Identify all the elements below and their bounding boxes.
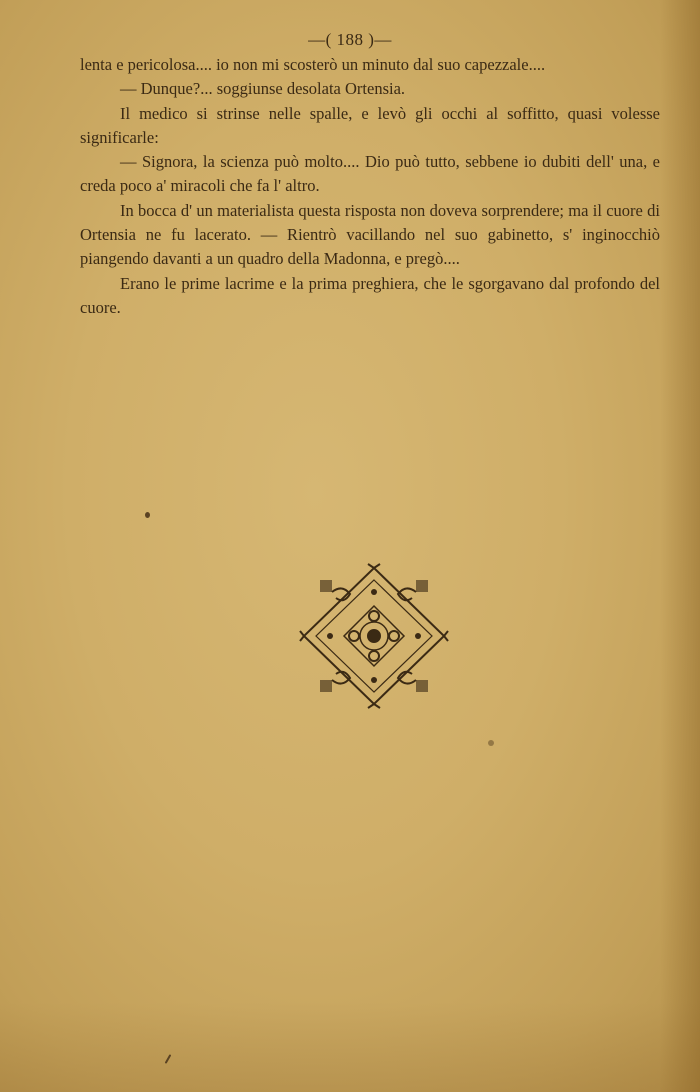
page-bottom-shadow	[0, 1002, 700, 1092]
paragraph-continuation: lenta e pericolosa.... io non mi scosterò un minuto dal suo capezzale....	[80, 55, 546, 74]
ink-speck	[488, 740, 494, 746]
ornament-vignette	[298, 562, 450, 710]
page-number: —( 188 )—	[308, 30, 392, 49]
ink-speck	[145, 512, 150, 518]
page-edge-shadow	[660, 0, 700, 1092]
body-text	[80, 53, 660, 320]
paragraph-closing: Erano le prime lacrime e la prima preghiera, che le sgorgavano dal profondo del cuore.	[80, 273, 660, 317]
paragraph-doctor-reply: — Signora, la scienza può molto.... Dio può tutto, sebbene io dubiti dell' una, e creda poco a' miracoli che fa l' altro.	[80, 152, 660, 196]
paragraph-dialogue-ortensia: — Dunque?... soggiunse desolata Ortensia.	[120, 79, 406, 99]
paragraph-narration: In bocca d' un materialista questa risposta non doveva sorprendere; ma il cuore di Ortensia ne fu lacerato. — Rientrò vacillando nel suo gabinetto, s' inginocchiò piangendo davanti a un quadro della Madonna, e pregò....	[80, 200, 660, 269]
paragraph-doctor-shrug: Il medico si strinse nelle spalle, e levò gli occhi al soffitto, quasi volesse significarle:	[80, 103, 660, 147]
